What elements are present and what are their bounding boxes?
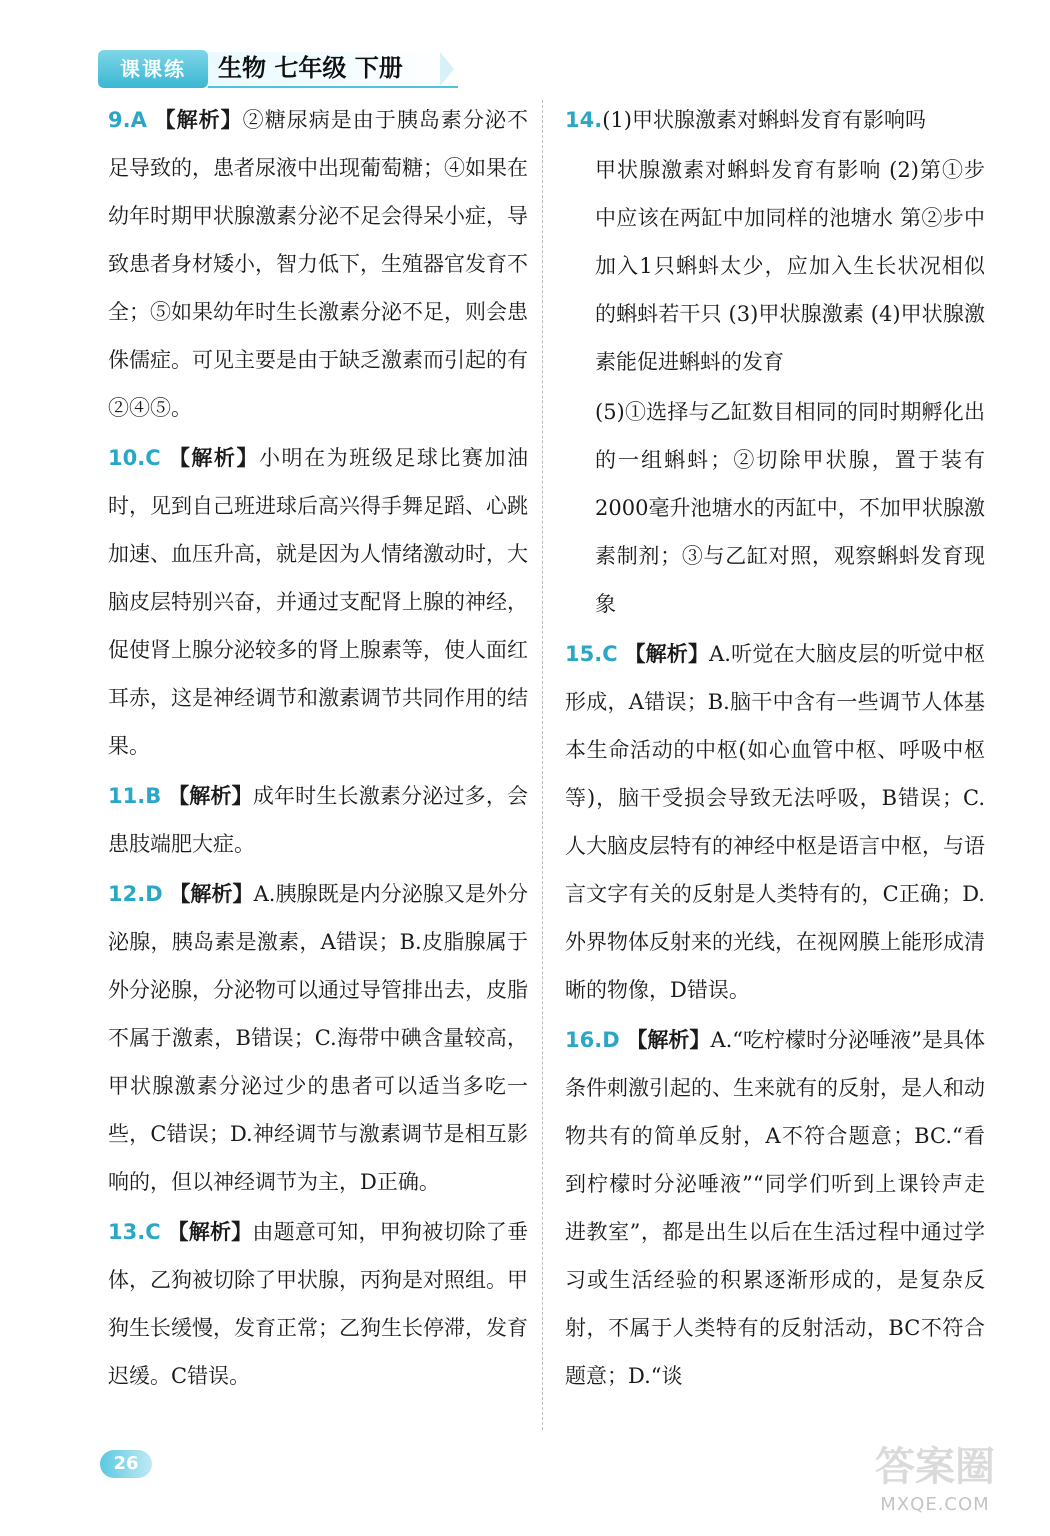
analysis-tag: 【解析】 bbox=[154, 107, 243, 132]
answer-item-13 bbox=[108, 1208, 528, 1400]
page-number: 26 bbox=[100, 1450, 152, 1478]
right-column bbox=[565, 96, 985, 1402]
answer-number: 12.D bbox=[108, 882, 163, 906]
analysis-tag: 【解析】 bbox=[167, 1219, 253, 1244]
answer-item-11 bbox=[108, 772, 528, 868]
answer-number: 13.C bbox=[108, 1220, 161, 1244]
analysis-tag: 【解析】 bbox=[168, 445, 260, 470]
analysis-tag: 【解析】 bbox=[626, 1027, 711, 1052]
answer-text: (1)甲状腺激素对蝌蚪发育有影响吗 bbox=[602, 108, 926, 132]
analysis-tag: 【解析】 bbox=[624, 641, 710, 666]
answer-number: 10.C bbox=[108, 446, 161, 470]
answer-item-12 bbox=[108, 870, 528, 1206]
series-logo: 课课练 bbox=[98, 50, 208, 88]
answer-text: 由题意可知，甲狗被切除了垂体，乙狗被切除了甲状腺，丙狗是对照组。甲狗生长缓慢，发育正常；乙狗生长停滞，发育迟缓。C错误。 bbox=[108, 1220, 529, 1388]
watermark-domain: MXQE.COM bbox=[880, 1494, 990, 1515]
answer-number: 16.D bbox=[565, 1028, 620, 1052]
watermark-title: 答案圈 bbox=[875, 1444, 995, 1490]
watermark-logo bbox=[860, 1440, 1010, 1530]
analysis-tag: 【解析】 bbox=[169, 881, 254, 906]
page-header bbox=[98, 48, 478, 90]
answer-item-14-part-5 bbox=[565, 388, 985, 628]
answer-number: 14. bbox=[565, 108, 603, 132]
book-title: 生物 七年级 下册 bbox=[218, 54, 403, 82]
answer-text: 小明在为班级足球比赛加油时，见到自己班进球后高兴得手舞足蹈、心跳加速、血压升高，就是因为人情绪激动时，大脑皮层特别兴奋，并通过支配肾上腺的神经，促使肾上腺分泌较多的肾上腺素等，使人面红耳赤，这是神经调节和激素调节共同作用的结果。 bbox=[108, 446, 528, 758]
answer-text: A.胰腺既是内分泌腺又是外分泌腺，胰岛素是激素，A错误；B.皮脂腺属于外分泌腺，分泌物可以通过导管排出去，皮脂不属于激素，B错误；C.海带中碘含量较高，甲状腺激素分泌过少的患者可以适当多吃一些，C错误；D.神经调节与激素调节是相互影响的，但以神经调节为主，D正确。 bbox=[108, 882, 529, 1194]
answer-text: 成年时生长激素分泌过多，会患肢端肥大症。 bbox=[108, 784, 528, 856]
answer-item-14-part-2 bbox=[565, 146, 985, 386]
answer-item-14 bbox=[565, 96, 985, 144]
answer-item-16 bbox=[565, 1016, 985, 1400]
answer-item-15 bbox=[565, 630, 985, 1014]
answer-item-9 bbox=[108, 96, 528, 432]
analysis-tag: 【解析】 bbox=[168, 783, 253, 808]
answer-number: 15.C bbox=[565, 642, 618, 666]
column-divider bbox=[542, 100, 543, 1430]
answer-item-10 bbox=[108, 434, 528, 770]
answer-text: A.听觉在大脑皮层的听觉中枢形成，A错误；B.脑干中含有一些调节人体基本生命活动的中枢(如心血管中枢、呼吸中枢等)，脑干受损会导致无法呼吸，B错误；C.人大脑皮层特有的神经中枢是语言中枢，与语言文字有关的反射是人类特有的，C正确；D.外界物体反射来的光线，在视网膜上能形成清晰的物像，D错误。 bbox=[565, 642, 985, 1002]
answer-text: (5)①选择与乙缸数目相同的同时期孵化出的一组蝌蚪；②切除甲状腺，置于装有2000毫升池塘水的丙缸中，不加甲状腺激素制剂；③与乙缸对照，观察蝌蚪发育现象 bbox=[595, 400, 985, 616]
answer-text: ②糖尿病是由于胰岛素分泌不足导致的，患者尿液中出现葡萄糖；④如果在幼年时期甲状腺激素分泌不足会得呆小症，导致患者身材矮小，智力低下，生殖器官发育不全；⑤如果幼年时生长激素分泌不足，则会患侏儒症。可见主要是由于缺乏激素而引起的有②④⑤。 bbox=[108, 108, 529, 420]
title-arrow-decoration bbox=[440, 52, 454, 86]
answer-text: 甲状腺激素对蝌蚪发育有影响 (2)第①步中应该在两缸中加同样的池塘水 第②步中加入1只蝌蚪太少，应加入生长状况相似的蝌蚪若干只 (3)甲状腺激素 (4)甲状腺激素能促进蝌蚪的发育 bbox=[595, 158, 985, 374]
answer-text: A.“吃柠檬时分泌唾液”是具体条件刺激引起的、生来就有的反射，是人和动物共有的简单反射，A不符合题意；BC.“看到柠檬时分泌唾液”“同学们听到上课铃声走进教室”，都是出生以后在生活过程中通过学习或生活经验的积累逐渐形成的，是复杂反射，不属于人类特有的反射活动，BC不符合题意；D.“谈 bbox=[565, 1028, 986, 1388]
left-column bbox=[108, 96, 528, 1402]
answer-number: 9.A bbox=[108, 108, 147, 132]
answer-number: 11.B bbox=[108, 784, 162, 808]
